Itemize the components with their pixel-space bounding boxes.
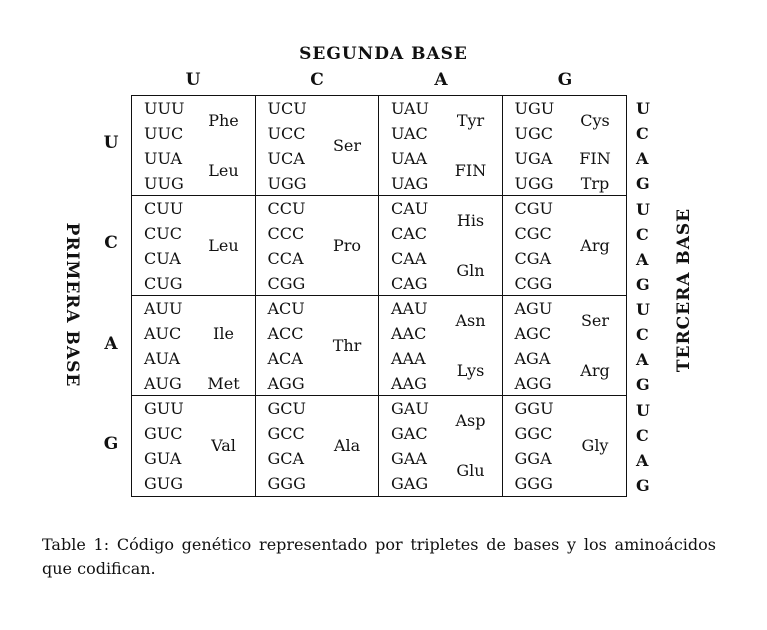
codon: CGC [514,224,552,243]
codon-list [268,196,328,296]
amino-acid: Arg [580,236,610,255]
codon-cell [379,396,503,496]
codon-list [144,296,204,396]
codon: GAA [391,449,427,468]
amino-acid: Leu [208,236,239,255]
third-base: G [636,274,650,294]
table-title: SEGUNDA BASE [299,44,468,64]
codon-cell [256,96,380,196]
codon: AGA [514,349,551,368]
amino-acid: Trp [580,173,610,193]
codon: CAA [391,249,427,268]
codon: CGU [514,199,554,218]
amino-acid: FIN [454,161,487,180]
second-base-a: A [434,70,448,90]
codon: GGA [514,449,552,468]
codon: CCA [267,249,304,268]
second-base-g: G [557,70,573,90]
codon: AUC [144,324,182,343]
third-base: U [636,199,650,219]
second-base-c: C [310,70,324,90]
codon: GUU [144,399,184,418]
codon: UGG [514,174,554,193]
codon-list [391,296,451,396]
codon: CUG [144,274,183,293]
amino-acid: Arg [580,361,610,380]
codon-list [268,96,328,196]
codon: ACC [267,324,304,343]
third-base: G [636,375,650,394]
codon: UUC [144,124,184,143]
codon-list [515,396,575,496]
codon-cell [132,296,256,396]
codon-cell [256,296,380,396]
codon-cell [132,96,256,196]
codon: UCU [267,99,307,118]
codon: GCU [267,399,307,418]
codon: GGG [514,474,553,493]
codon-cell [132,396,256,496]
amino-acid: Gly [581,436,609,455]
codon-cell [503,396,627,496]
codon-list [391,96,451,196]
codon: CUU [144,199,184,218]
table-caption: Table 1: Código genético representado por tripletes de bases y los aminoácidos que codifican. [42,535,716,578]
codon: AGU [514,299,553,318]
codon: GGG [267,474,306,493]
codon-list [268,396,328,496]
codon: CUA [144,249,181,268]
amino-acid: Ser [580,311,610,330]
codon: GUC [144,424,183,443]
codon: AGC [514,324,552,343]
codon: GGU [514,399,554,418]
codon-list [144,196,204,296]
codon: UCA [267,149,305,168]
codon-cell [503,196,627,296]
codon-cell [132,196,256,296]
first-base-g: G [103,434,119,454]
amino-acid: Glu [456,461,485,480]
codon-cell [379,196,503,296]
amino-acid: Met [207,373,240,393]
codon: UAA [391,149,428,168]
codon: UUA [144,149,183,168]
amino-acid: Phe [208,111,239,130]
amino-acid: Cys [580,111,610,130]
codon: UAU [391,99,430,118]
codon: GAG [391,474,429,493]
third-base: A [636,350,649,369]
codon: AAG [391,374,427,393]
codon: CGA [514,249,552,268]
codon: AGG [514,374,552,393]
codon-list [515,96,575,196]
third-base: A [636,450,649,470]
codon: UGA [514,149,553,168]
third-base: A [636,149,649,168]
codon: GCC [267,424,305,443]
codon: CCU [267,199,306,218]
codon-cell [379,96,503,196]
codon-list [515,196,575,296]
third-base: C [636,425,649,445]
codon: GAU [391,399,429,418]
amino-acid: Ile [213,323,234,343]
codon: GUA [144,449,182,468]
second-base-u: U [185,70,201,90]
amino-acid: Ala [333,436,361,455]
third-base: U [636,99,650,118]
codon: CAC [391,224,428,243]
codon-cell [379,296,503,396]
third-base: A [636,249,649,269]
codon: UAC [391,124,428,143]
codon: CCC [267,224,305,243]
codon: GAC [391,424,428,443]
codon-cell [503,96,627,196]
codon-list [144,96,204,196]
codon-table [131,95,627,497]
amino-acid: Lys [456,361,485,380]
codon-cell [256,196,380,296]
codon-cell [503,296,627,396]
codon: AAC [391,324,427,343]
codon: CAU [391,199,429,218]
codon: AUA [144,349,181,368]
amino-acid: Asn [455,311,486,330]
third-base: C [636,224,649,244]
first-base-a: A [104,334,118,354]
codon-list [268,296,328,396]
primera-base-label: PRIMERA BASE [62,222,82,388]
third-base: C [636,124,649,143]
codon-list [144,396,204,496]
codon: AAU [391,299,428,318]
third-base: U [636,300,650,319]
tercera-base-label: TERCERA BASE [674,207,694,373]
codon: UUG [144,174,184,193]
codon: UUU [144,99,185,118]
amino-acid: Tyr [456,111,485,130]
amino-acid: Val [211,436,236,455]
first-base-u: U [103,133,119,153]
codon-list [515,296,575,396]
codon: AGG [267,374,305,393]
codon: UGG [267,174,307,193]
codon: CUC [144,224,182,243]
codon: UAG [391,174,429,193]
amino-acid: Gln [456,261,485,280]
third-base: G [636,174,650,193]
amino-acid: Ser [332,136,362,155]
codon: GUG [144,474,184,493]
codon-cell [256,396,380,496]
third-base: U [636,400,650,420]
third-base: G [636,475,650,495]
codon: CAG [391,274,428,293]
third-base: C [636,325,649,344]
codon: AAA [391,349,426,368]
codon: CGG [267,274,306,293]
amino-acid: Asp [455,411,486,430]
amino-acid: His [456,211,485,230]
first-base-c: C [104,233,118,253]
amino-acid: Leu [208,161,239,180]
amino-acid: Pro [332,236,362,255]
amino-acid: FIN [579,148,611,168]
codon: GGC [514,424,553,443]
codon: AUG [144,374,182,393]
codon-list [391,196,451,296]
codon: UGU [514,99,555,118]
codon: ACU [267,299,305,318]
amino-acid: Thr [332,336,362,355]
codon-list [391,396,451,496]
codon: AUU [144,299,183,318]
codon: ACA [267,349,303,368]
codon: GCA [267,449,305,468]
codon: UGC [514,124,554,143]
codon: UCC [267,124,306,143]
codon: CGG [514,274,553,293]
